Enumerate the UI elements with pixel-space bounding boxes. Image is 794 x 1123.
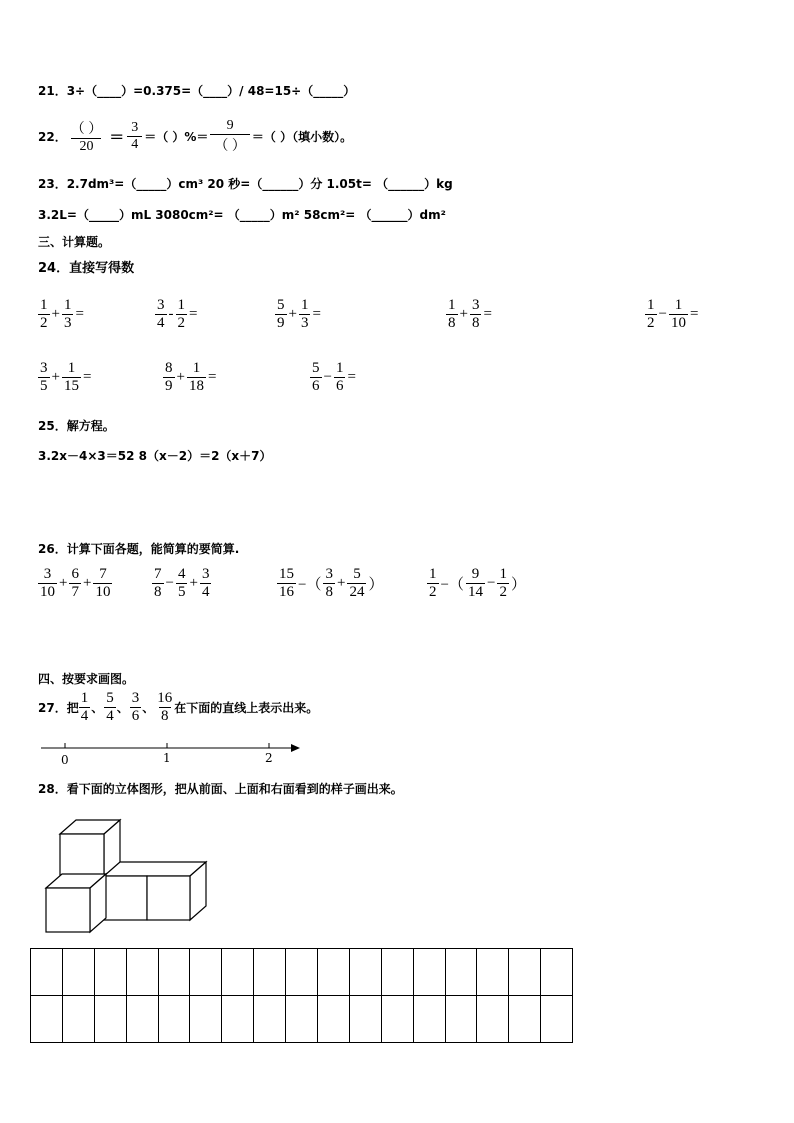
equals-sign: = xyxy=(483,306,492,322)
fraction: $\frac{1}{10}$ xyxy=(670,297,686,331)
operator: + xyxy=(176,369,185,385)
fraction: $\frac{1}{6}$ xyxy=(335,360,344,394)
fraction-3-4: $\frac{3}{4}$ xyxy=(127,120,142,153)
fraction: $\frac{9}{14}$ xyxy=(467,566,483,600)
row-cube-2 xyxy=(104,876,147,920)
question-23-continued: 3.2L=（_____）mL 3080cm²= （_____）m² 58cm²= （______）dm² xyxy=(38,208,446,222)
q26-expression-1 xyxy=(38,566,112,601)
operator: + xyxy=(288,306,297,322)
grid-cell[interactable] xyxy=(126,996,158,1043)
fraction: $\frac{1}{2}$ xyxy=(647,297,655,331)
question-26-title: 26．计算下面各题，能简算的要简算. xyxy=(38,542,240,556)
grid-cell[interactable] xyxy=(286,949,318,996)
q27-suffix: 在下面的直线上表示出来。 xyxy=(174,701,319,715)
question-23: 23．2.7dm³=（_____）cm³ 20 秒=（______）分 1.05t= （______）kg xyxy=(38,177,453,191)
grid-cell[interactable] xyxy=(126,949,158,996)
fraction: $\frac{6}{7}$ xyxy=(71,566,79,600)
fraction: $\frac{3}{10}$ xyxy=(40,566,55,600)
q27-fraction-4: $\frac{16}{8}$ xyxy=(157,690,173,724)
operator: −（ xyxy=(298,577,322,593)
fraction: $\frac{1}{3}$ xyxy=(300,297,309,331)
grid-cell[interactable] xyxy=(31,996,63,1043)
question-21: 21．3÷（____）=0.375=（____）/ 48=15÷（_____） xyxy=(38,84,356,98)
grid-cell[interactable] xyxy=(381,949,413,996)
fraction: $\frac{7}{8}$ xyxy=(154,566,162,600)
fraction: $\frac{5}{6}$ xyxy=(312,360,320,394)
tick-label-1: 1 xyxy=(163,751,171,765)
grid-cell[interactable] xyxy=(509,949,541,996)
operator: + xyxy=(82,575,92,591)
grid-cell[interactable] xyxy=(318,949,350,996)
question-27 xyxy=(38,690,318,725)
grid-cell[interactable] xyxy=(509,996,541,1043)
q24-expression-1 xyxy=(38,297,86,332)
operator: − xyxy=(323,369,332,385)
grid-cell[interactable] xyxy=(222,949,254,996)
q24-expression-8 xyxy=(310,360,358,395)
top-cube-front xyxy=(60,834,104,878)
grid-cell[interactable] xyxy=(62,996,94,1043)
grid-cell[interactable] xyxy=(541,996,573,1043)
q27-fraction-3: $\frac{3}{6}$ xyxy=(131,690,140,724)
equals-sign: = xyxy=(312,306,321,322)
fraction-9-over-blank: $\frac{9}{( )}$ xyxy=(210,118,250,155)
operator: + xyxy=(336,575,346,591)
operator: − xyxy=(486,575,496,591)
grid-cell[interactable] xyxy=(158,949,190,996)
q26-expression-3 xyxy=(277,566,385,601)
q26-expression-4 xyxy=(427,566,528,601)
grid-cell[interactable] xyxy=(222,996,254,1043)
grid-cell[interactable] xyxy=(286,996,318,1043)
equals-sign: = xyxy=(689,306,699,322)
tick-label-0: 0 xyxy=(61,753,69,767)
fraction: $\frac{3}{8}$ xyxy=(471,297,480,331)
operator: − xyxy=(165,575,174,591)
fraction: $\frac{3}{4}$ xyxy=(201,566,210,600)
grid-cell[interactable] xyxy=(94,949,126,996)
fraction: $\frac{5}{24}$ xyxy=(349,566,365,600)
operator: −（ xyxy=(440,577,464,593)
drawing-grid[interactable] xyxy=(30,948,573,1043)
fraction: $\frac{15}{16}$ xyxy=(279,566,294,600)
question-28-title: 28．看下面的立体图形，把从前面、上面和右面看到的样子画出来。 xyxy=(38,782,403,796)
question-22: 22． $\frac{( )}{20}$ ＝ $\frac{3}{4}$ ＝（ ）%＝ $\frac{9}{( )}$ ＝（ ）（填小数）。 xyxy=(38,118,353,154)
tick-label-2: 2 xyxy=(265,751,273,765)
q24-expression-2 xyxy=(155,297,199,332)
grid-cell[interactable] xyxy=(413,949,445,996)
operator: - xyxy=(168,306,174,322)
section-3-heading: 三、计算题。 xyxy=(38,235,111,249)
row-top xyxy=(104,862,206,876)
question-24-title: 24．直接写得数 xyxy=(38,261,135,276)
grid-cell[interactable] xyxy=(381,996,413,1043)
fraction: $\frac{4}{5}$ xyxy=(177,566,186,600)
operator: + xyxy=(459,306,468,322)
grid-row xyxy=(31,996,573,1043)
grid-cell[interactable] xyxy=(318,996,350,1043)
q27-prefix: 27．把 xyxy=(38,701,79,715)
fraction: $\frac{1}{18}$ xyxy=(188,360,204,394)
grid-cell[interactable] xyxy=(62,949,94,996)
fraction: $\frac{7}{10}$ xyxy=(95,566,111,600)
equals-sign: = xyxy=(189,306,198,322)
fraction: $\frac{1}{2}$ xyxy=(499,566,507,600)
close-paren: ） xyxy=(510,577,526,593)
equals-sign: = xyxy=(207,369,217,385)
grid-cell[interactable] xyxy=(190,949,222,996)
fraction: $\frac{5}{9}$ xyxy=(277,297,285,331)
fraction-blank-over-20: $\frac{( )}{20}$ xyxy=(70,122,103,154)
fraction: $\frac{1}{15}$ xyxy=(63,360,79,394)
grid-cell[interactable] xyxy=(349,949,381,996)
q27-fraction-2: $\frac{5}{4}$ xyxy=(106,690,114,724)
separator: 、 xyxy=(142,701,155,715)
grid-cell[interactable] xyxy=(190,996,222,1043)
equals-sign: = xyxy=(347,369,356,385)
grid-cell[interactable] xyxy=(254,996,286,1043)
q26-expression-2 xyxy=(152,566,211,601)
fraction: $\frac{3}{5}$ xyxy=(40,360,48,394)
grid-cell[interactable] xyxy=(445,949,477,996)
equals-sign: = xyxy=(82,369,92,385)
grid-cell[interactable] xyxy=(254,949,286,996)
separator: 、 xyxy=(116,701,129,715)
cube-figure xyxy=(44,818,214,936)
operator: + xyxy=(189,575,198,591)
row-cube-3 xyxy=(147,876,190,920)
fraction: $\frac{8}{9}$ xyxy=(165,360,173,394)
close-paren: ） xyxy=(368,577,384,593)
operator: + xyxy=(51,306,60,322)
grid-cell[interactable] xyxy=(158,996,190,1043)
section-4-heading: 四、按要求画图。 xyxy=(38,672,135,686)
fraction: $\frac{1}{2}$ xyxy=(40,297,48,331)
q24-expression-7 xyxy=(163,360,218,395)
question-25-title: 25．解方程。 xyxy=(38,419,115,433)
grid-cell[interactable] xyxy=(349,996,381,1043)
grid-cell[interactable] xyxy=(413,996,445,1043)
grid-cell[interactable] xyxy=(31,949,63,996)
operator: + xyxy=(59,575,68,591)
number-line-arrow xyxy=(291,744,300,752)
equals-sign: = xyxy=(75,306,84,322)
separator: 、 xyxy=(91,701,104,715)
grid-cell[interactable] xyxy=(94,996,126,1043)
q24-expression-6 xyxy=(38,360,93,395)
fraction: $\frac{3}{4}$ xyxy=(157,297,165,331)
question-25-equations: 3.2x－4×3＝52 8（x－2）＝2（x＋7） xyxy=(38,449,272,463)
grid-cell[interactable] xyxy=(445,996,477,1043)
front-cube-front xyxy=(46,888,90,932)
fraction: $\frac{1}{3}$ xyxy=(63,297,72,331)
fraction: $\frac{1}{2}$ xyxy=(429,566,437,600)
fraction: $\frac{3}{8}$ xyxy=(325,566,333,600)
grid-cell[interactable] xyxy=(477,949,509,996)
fraction: $\frac{1}{2}$ xyxy=(177,297,185,331)
grid-row xyxy=(31,949,573,996)
q24-expression-4 xyxy=(446,297,494,332)
q27-fraction-1: $\frac{1}{4}$ xyxy=(80,690,89,724)
question-number: 22． xyxy=(38,130,67,144)
grid-cell[interactable] xyxy=(541,949,573,996)
operator: − xyxy=(658,306,667,322)
q24-expression-3 xyxy=(275,297,323,332)
fraction: $\frac{1}{8}$ xyxy=(448,297,456,331)
q24-expression-5 xyxy=(645,297,700,332)
operator: + xyxy=(51,369,60,385)
grid-cell[interactable] xyxy=(477,996,509,1043)
